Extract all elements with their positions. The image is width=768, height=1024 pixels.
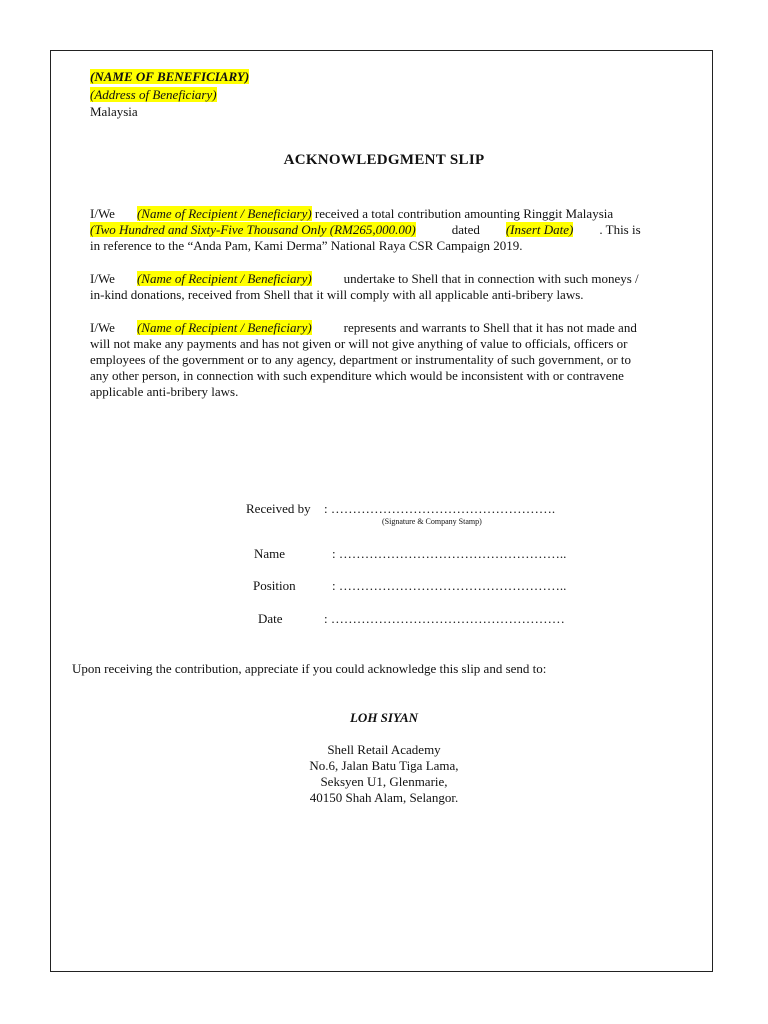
beneficiary-name-placeholder: (NAME OF BENEFICIARY): [90, 69, 250, 84]
position-label: Position: [253, 578, 296, 593]
paragraph1-text1: received a total contribution amounting Ringgit Malaysia: [314, 206, 614, 221]
paragraph1-text2: . This is: [599, 222, 641, 237]
date-field: : ………………………………………………: [324, 611, 565, 626]
address-line-2: No.6, Jalan Batu Tiga Lama,: [309, 758, 459, 773]
paragraph3-text5: applicable anti-bribery laws.: [90, 384, 239, 399]
beneficiary-name: [90, 69, 249, 85]
paragraph2-text1: undertake to Shell that in connection with such moneys /: [343, 271, 639, 286]
document-title: ACKNOWLEDGMENT SLIP: [283, 152, 485, 168]
paragraph1-recipient-placeholder: (Name of Recipient / Beneficiary): [136, 206, 312, 221]
paragraph-warranty: [90, 320, 682, 400]
paragraph-undertaking: [90, 271, 682, 303]
address-line-4: 40150 Shah Alam, Selangor.: [309, 790, 459, 805]
paragraph1-text3: in reference to the “Anda Pam, Kami Derma” National Raya CSR Campaign 2019.: [90, 238, 523, 253]
beneficiary-country: Malaysia: [90, 104, 138, 119]
paragraph3-text3: employees of the government or to any agency, department or instrumentality of such government, or to: [90, 352, 632, 367]
position-field: : ……………………………………………..: [332, 578, 567, 593]
beneficiary-address-placeholder: (Address of Beneficiary): [90, 87, 217, 102]
paragraph3-text2: will not make any payments and has not given or will not give anything of value to officials, officers or: [90, 336, 628, 351]
send-instruction: Upon receiving the contribution, appreciate if you could acknowledge this slip and send to:: [72, 661, 547, 676]
received-by-label: Received by: [246, 501, 311, 516]
paragraph3-text4: any other person, in connection with such expenditure which would be inconsistent with or contravene: [90, 368, 624, 383]
name-field: : ……………………………………………..: [332, 546, 567, 561]
address-line-1: Shell Retail Academy: [327, 742, 441, 757]
paragraph3-prefix: I/We: [90, 320, 115, 335]
contact-name: LOH SIYAN: [349, 710, 418, 725]
date-label: Date: [258, 611, 283, 626]
paragraph2-recipient-placeholder: (Name of Recipient / Beneficiary): [136, 271, 312, 286]
name-label: Name: [254, 546, 286, 561]
beneficiary-address: [90, 87, 217, 103]
paragraph3-recipient-placeholder: (Name of Recipient / Beneficiary): [136, 320, 312, 335]
paragraph1-amount-placeholder: (Two Hundred and Sixty-Five Thousand Only (RM265,000.00): [90, 222, 416, 237]
paragraph1-dated: dated: [451, 222, 480, 237]
paragraph1-date-placeholder: (Insert Date): [505, 222, 574, 237]
paragraph2-text2: in-kind donations, received from Shell that it will comply with all applicable anti-bribery laws.: [90, 287, 584, 302]
paragraph3-text1: represents and warrants to Shell that it has not made and: [343, 320, 637, 335]
address-line-3: Seksyen U1, Glenmarie,: [320, 774, 448, 789]
paragraph1-prefix: I/We: [90, 206, 115, 221]
paragraph-contribution: [90, 206, 682, 254]
received-by-field: : …………………………………………….: [324, 501, 556, 516]
signature-stamp-note: (Signature & Company Stamp): [382, 517, 482, 526]
paragraph2-prefix: I/We: [90, 271, 115, 286]
